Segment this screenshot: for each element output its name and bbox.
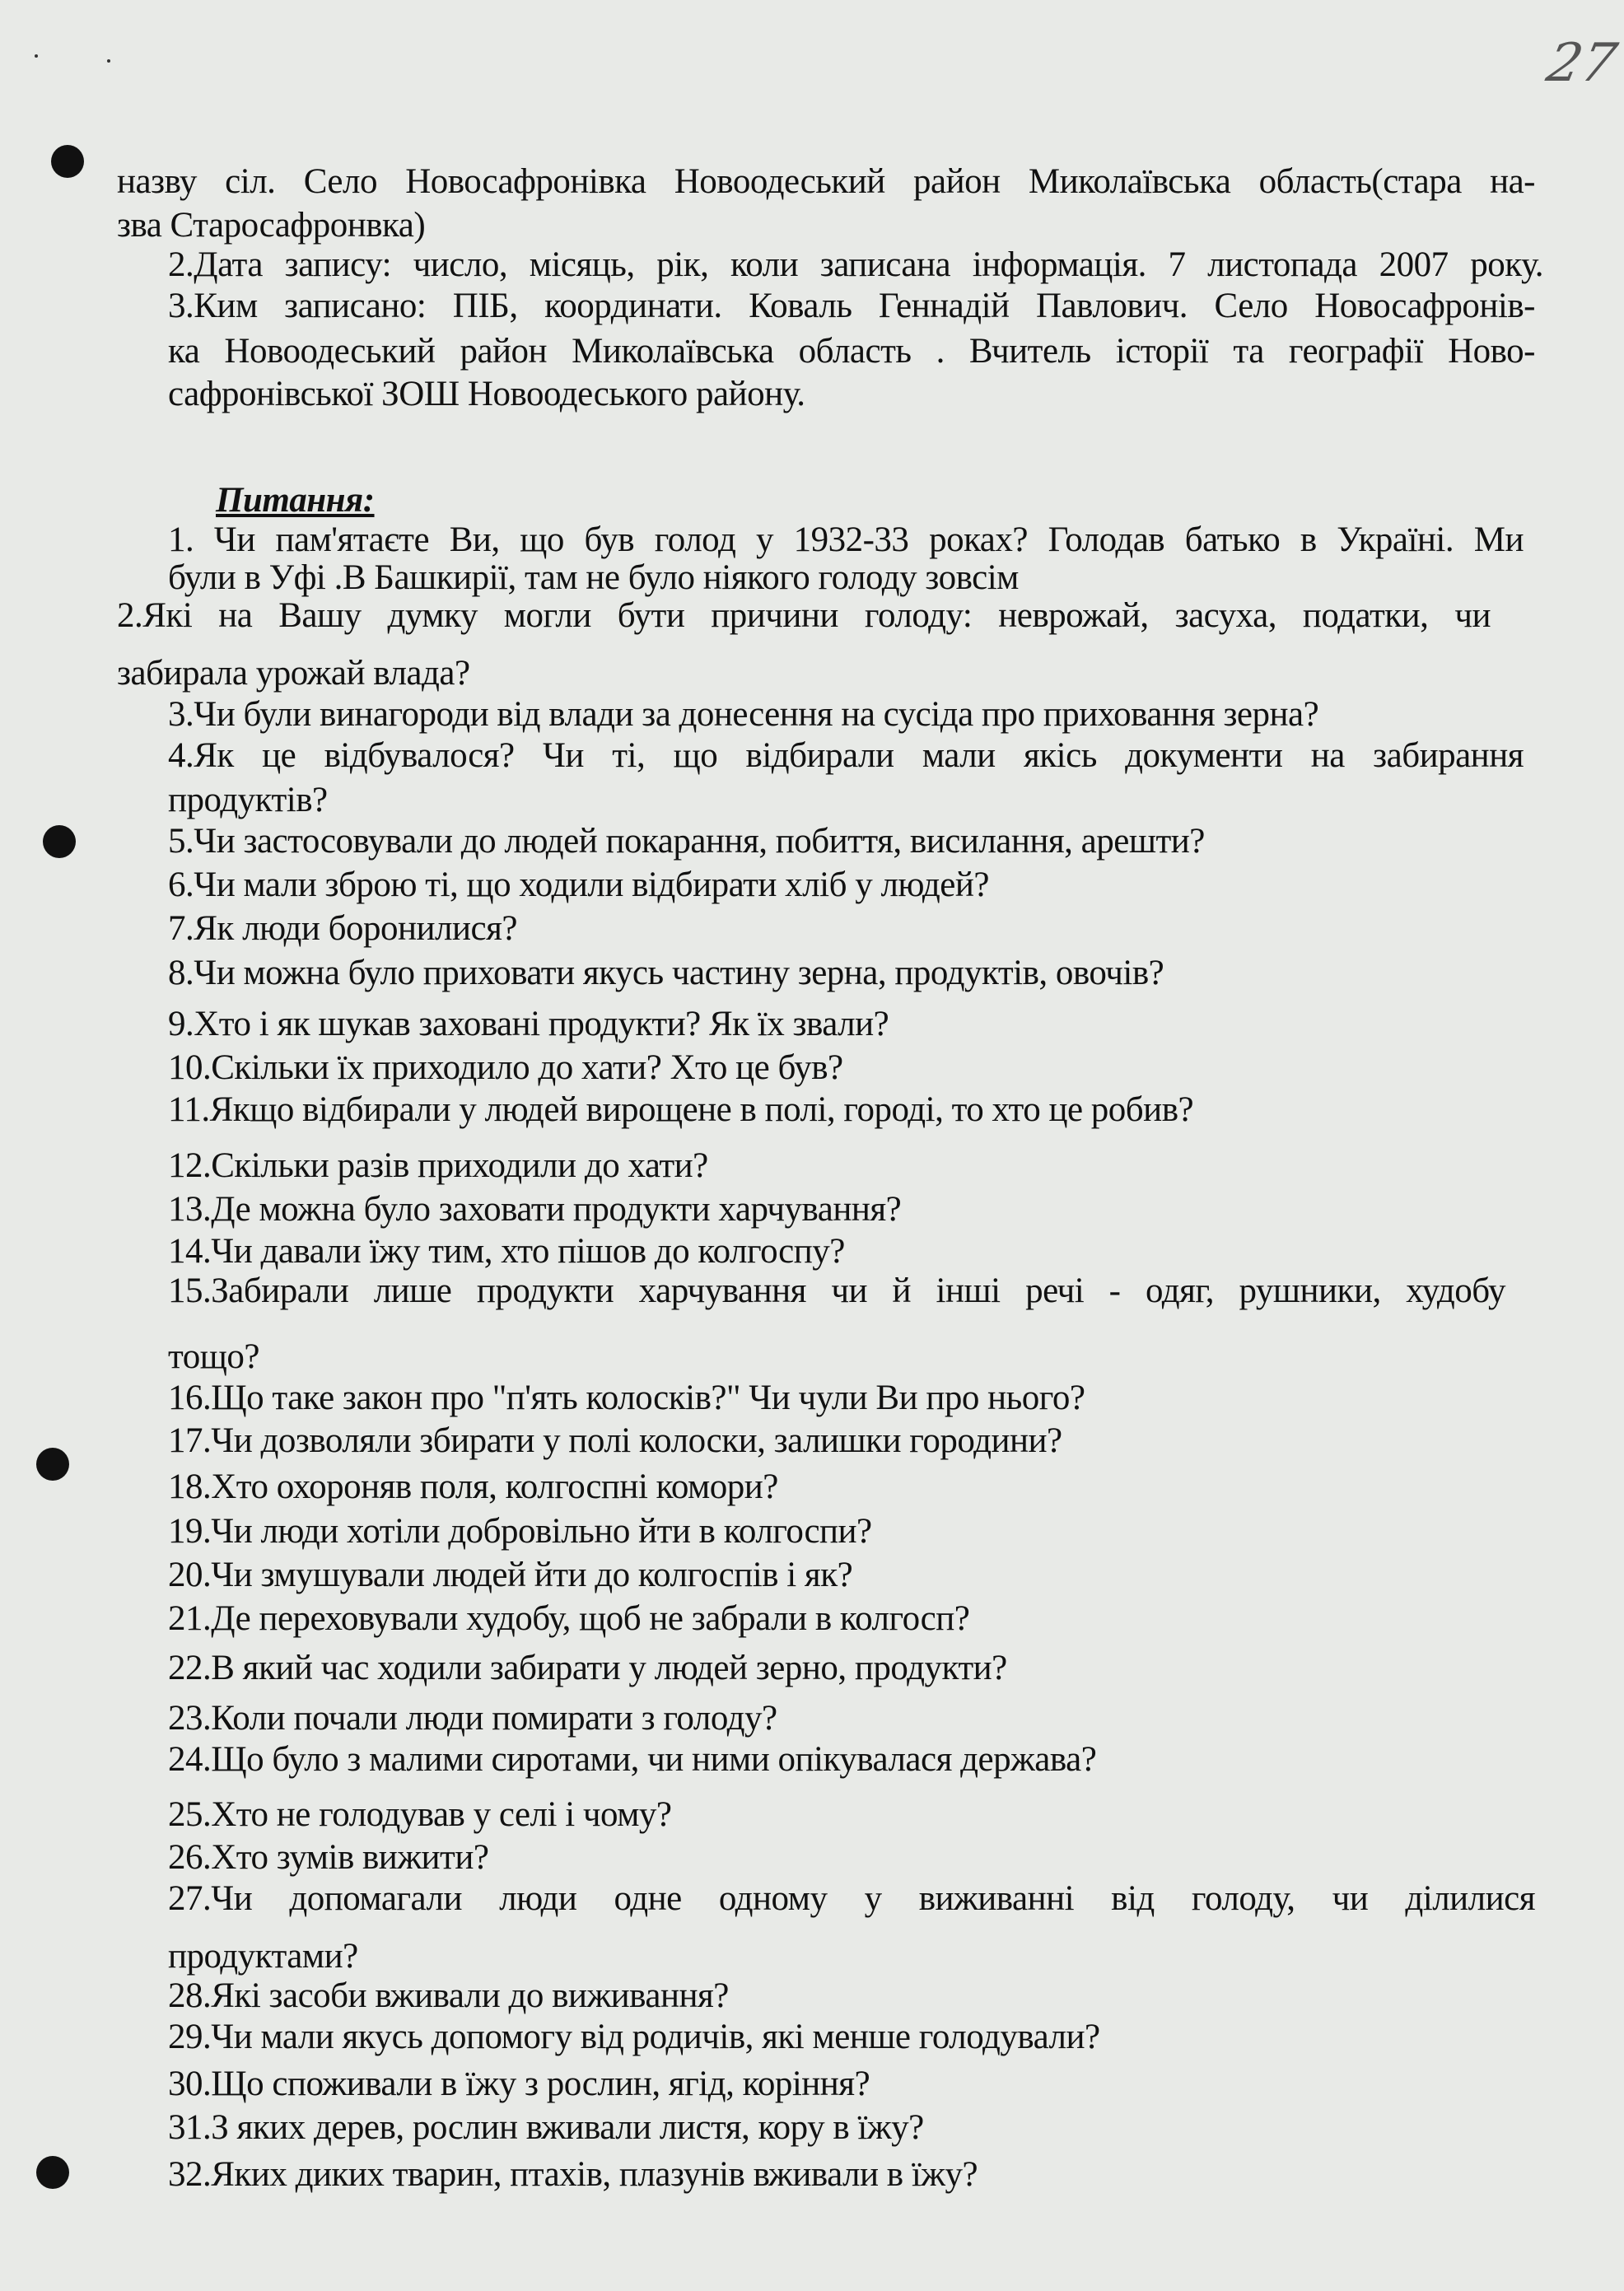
question-line: 9.Хто і як шукав заховані продукти? Як їх звали? <box>168 1005 889 1043</box>
question-line: 17.Чи дозволяли збирати у полі колоски, залишки городини? <box>168 1421 1062 1460</box>
question-line: 2.Які на Вашу думку могли бути причини голоду: неврожай, засуха, податки, чи <box>117 596 1491 635</box>
question-line: 21.Де переховували худобу, щоб не забрали в колгосп? <box>168 1599 970 1638</box>
question-line: 4.Як це відбувалося? Чи ті, що відбирали мали якісь документи на забирання <box>168 736 1524 775</box>
question-line: 22.В який час ходили забирати у людей зерно, продукти? <box>168 1649 1007 1687</box>
text-line: зва Старосафронвка) <box>117 206 426 245</box>
question-line: були в Уфі .В Башкирії, там не було ніякого голоду зовсім <box>168 558 1019 597</box>
question-line: 1. Чи пам'ятаєте Ви, що був голод у 1932-33 роках? Голодав батько в Україні. Ми <box>168 520 1524 559</box>
question-line: 15.Забирали лише продукти харчування чи й інші речі - одяг, рушники, худобу <box>168 1271 1505 1310</box>
question-line: 28.Які засоби вживали до виживання? <box>168 1976 729 2015</box>
handwritten-page-number: 27 <box>1542 33 1622 94</box>
question-line: 26.Хто зумів вижити? <box>168 1838 489 1877</box>
text-line: сафронівської ЗОШ Новоодеського району. <box>168 375 805 413</box>
question-line: 29.Чи мали якусь допомогу від родичів, які менше голодували? <box>168 2018 1100 2056</box>
question-line: 18.Хто охороняв поля, колгоспні комори? <box>168 1467 778 1506</box>
question-line: 13.Де можна було заховати продукти харчування? <box>168 1190 902 1229</box>
question-line: 20.Чи змушували людей йти до колгоспів і як? <box>168 1556 853 1594</box>
question-line: 8.Чи можна було приховати якусь частину зерна, продуктів, овочів? <box>168 954 1164 992</box>
punch-hole <box>43 825 76 858</box>
question-line: забирала урожай влада? <box>117 654 470 693</box>
questions-heading: Питання: <box>216 481 375 520</box>
question-line: 11.Якщо відбирали у людей вирощене в полі, городі, то хто це робив? <box>168 1090 1194 1129</box>
question-line: 23.Коли почали люди помирати з голоду? <box>168 1699 777 1738</box>
question-line: 19.Чи люди хотіли добровільно йти в колгоспи? <box>168 1512 872 1551</box>
punch-hole <box>36 1448 69 1481</box>
question-line: 30.Що споживали в їжу з рослин, ягід, коріння? <box>168 2065 870 2103</box>
text-line: ка Новоодеський район Миколаївська область . Вчитель історії та географії Ново- <box>168 332 1535 371</box>
scan-speck <box>35 54 38 58</box>
text-line: 2.Дата запису: число, місяць, рік, коли записана інформація. 7 листопада 2007 року. <box>168 245 1543 284</box>
question-line: 7.Як люди боронилися? <box>168 909 517 948</box>
question-line: 24.Що було з малими сиротами, чи ними опікувалася держава? <box>168 1740 1097 1779</box>
question-line: 16.Що таке закон про "п'ять колосків?" Чи чули Ви про нього? <box>168 1379 1085 1417</box>
question-line: 25.Хто не голодував у селі і чому? <box>168 1795 672 1834</box>
question-line: 3.Чи були винагороди від влади за донесення на сусіда про приховання зерна? <box>168 695 1319 734</box>
question-line: 31.З яких дерев, рослин вживали листя, кору в їжу? <box>168 2108 924 2147</box>
punch-hole <box>51 145 84 178</box>
question-line: 12.Скільки разів приходили до хати? <box>168 1146 708 1185</box>
question-line: продуктами? <box>168 1937 358 1976</box>
text-line: 3.Ким записано: ПІБ, координати. Коваль Геннадій Павлович. Село Новосафронів- <box>168 287 1535 325</box>
question-line: 14.Чи давали їжу тим, хто пішов до колгоспу? <box>168 1232 845 1271</box>
question-line: 27.Чи допомагали люди одне одному у виживанні від голоду, чи ділилися <box>168 1879 1535 1918</box>
question-line: 32.Яких диких тварин, птахів, плазунів вживали в їжу? <box>168 2155 978 2194</box>
question-line: 6.Чи мали зброю ті, що ходили відбирати хліб у людей? <box>168 866 989 904</box>
question-line: продуктів? <box>168 781 328 819</box>
scan-speck <box>107 59 110 63</box>
punch-hole <box>36 2156 69 2189</box>
question-line: тощо? <box>168 1337 259 1376</box>
question-line: 5.Чи застосовували до людей покарання, побиття, висилання, арешти? <box>168 822 1205 861</box>
text-line: назву сіл. Село Новосафронівка Новоодеський район Миколаївська область(стара на- <box>117 162 1535 201</box>
question-line: 10.Скільки їх приходило до хати? Хто це був? <box>168 1048 843 1087</box>
